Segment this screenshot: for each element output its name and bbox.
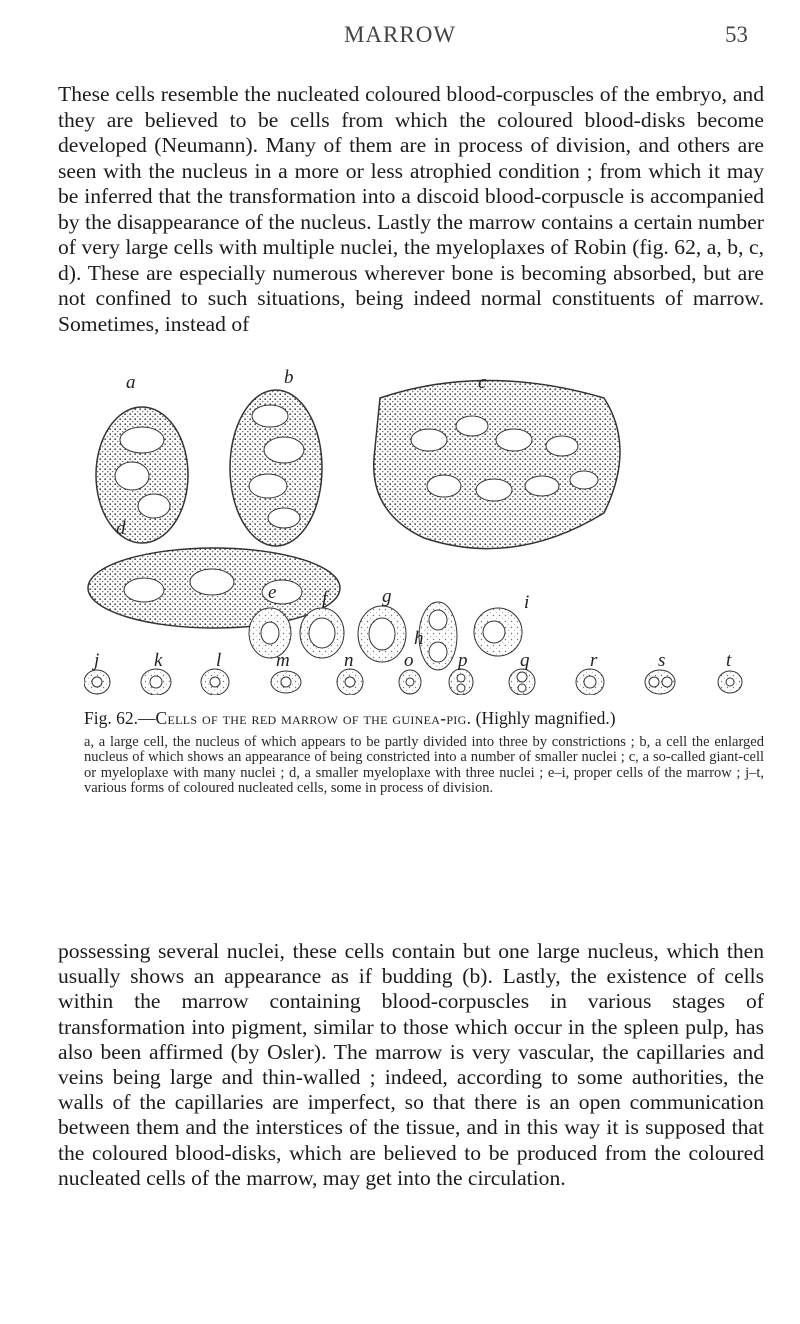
label-k: k xyxy=(154,650,163,671)
cell-g xyxy=(358,606,406,662)
paragraph-2: possessing several nuclei, these cells contain but one large nucleus, which then usually shows an appearance as if budding (b). Lastly, the existence of cells within the marrow containing blood-corpuscles in various stages of transformation into pigment, similar to those which occur in the spleen pulp, has also been affirmed (by Osler). The marrow is very vascular, the capillaries and veins being large and thin-walled ; indeed, according to some authorities, the walls of the capillaries are imperfect, so that there is an open communication between them and the interstices of the tissue, and in this way it is supposed that the coloured blood-disks, which are believed to be produced from the coloured nucleated cells of the marrow, may get into the circulation. xyxy=(58,939,764,1190)
label-h: h xyxy=(414,628,424,649)
caption-body: a, a large cell, the nucleus of which appears to be partly divided into three by constrictions ; b, a cell the enlarged nucleus of which shows an appearance of being constricted into a number of smaller nuclei ; c, a so-called giant-cell or myeloplaxe with many nuclei ; d, a smaller myeloplaxe with three nuclei ; e–i, proper cells of the marrow ; j–t, various forms of coloured nucleated cells, some in process of division. xyxy=(84,734,764,797)
caption-heading: Cells of the red marrow of the guinea-pig. xyxy=(155,708,472,728)
caption-fig-number: Fig. 62.— xyxy=(84,708,156,728)
label-i: i xyxy=(524,592,530,613)
label-g: g xyxy=(382,586,392,607)
caption-magnification: (Highly magnified.) xyxy=(475,708,616,728)
page-header xyxy=(0,22,800,62)
cell-f xyxy=(300,608,344,658)
label-b: b xyxy=(284,368,294,388)
label-m: m xyxy=(276,650,290,671)
label-q: q xyxy=(520,650,530,671)
figure-62-illustration xyxy=(84,368,764,695)
cell-b xyxy=(230,390,322,546)
label-s: s xyxy=(658,650,666,671)
label-p: p xyxy=(458,650,468,671)
cell-h xyxy=(419,602,457,670)
running-head: MARROW xyxy=(343,22,457,47)
figure-caption xyxy=(84,708,764,797)
label-f: f xyxy=(322,588,328,609)
label-d: d xyxy=(116,518,126,539)
page-number: 53 xyxy=(725,22,748,47)
label-a: a xyxy=(126,372,136,393)
cell-a xyxy=(96,407,188,543)
figure-62 xyxy=(84,368,764,695)
label-t: t xyxy=(726,650,732,671)
paragraph-1: These cells resemble the nucleated coloured blood-corpuscles of the embryo, and they are believed to be cells from which the coloured blood-disks become developed (Neumann). Many of them are in process of division, and others are seen with the nucleus in a more or less atrophied condition ; from which it may be inferred that the transformation into a discoid blood-corpuscle is accompanied by the disappearance of the nucleus. Lastly the marrow contains a certain number of very large cells with multiple nuclei, the myeloplaxes of Robin (fig. 62, a, b, c, d). These are especially numerous wherever bone is becoming absorbed, but are not confined to such situations, being indeed normal constituents of marrow. Sometimes, instead of xyxy=(58,82,764,336)
label-n: n xyxy=(344,650,354,671)
label-r: r xyxy=(590,650,598,671)
cell-i xyxy=(474,608,522,656)
label-e: e xyxy=(268,582,277,603)
label-l: l xyxy=(216,650,222,671)
caption-title xyxy=(84,708,764,729)
cell-c xyxy=(374,381,620,549)
label-o: o xyxy=(404,650,414,671)
label-j: j xyxy=(94,650,100,671)
label-c: c xyxy=(478,372,487,393)
cell-d xyxy=(88,548,340,628)
